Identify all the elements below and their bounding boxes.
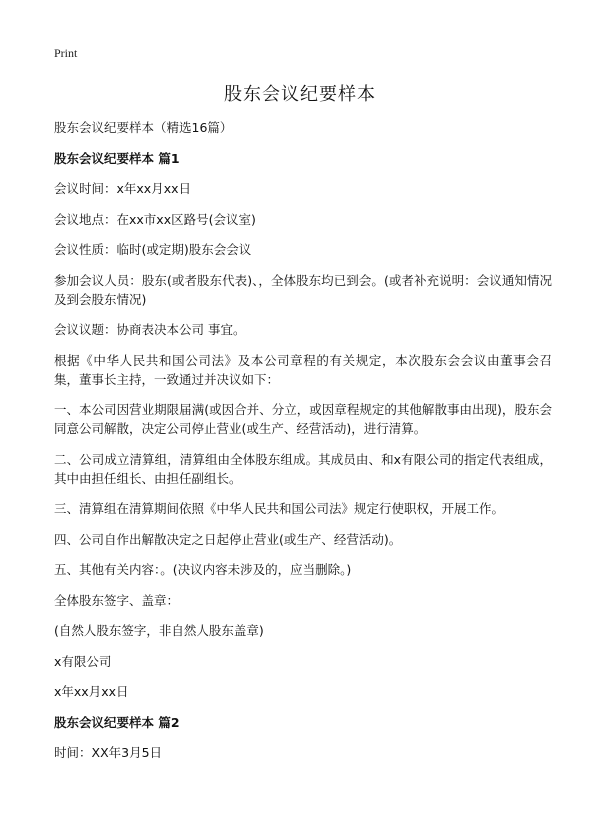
resolution-intro: 根据《中华人民共和国公司法》及本公司章程的有关规定，本次股东会会议由董事会召集，董事长主持，一致通过并决议如下： bbox=[54, 352, 552, 387]
resolution-item-3: 三、清算组在清算期间依照《中华人民共和国公司法》规定行使职权，开展工作。 bbox=[54, 501, 505, 516]
section-heading-2: 股东会议纪要样本 篇2 bbox=[54, 714, 180, 730]
section-2-time: 时间：XX年3月5日 bbox=[54, 745, 163, 760]
company-name: x有限公司 bbox=[54, 653, 112, 669]
document-subtitle: 股东会议纪要样本（精选16篇） bbox=[54, 120, 233, 135]
page-title: 股东会议纪要样本 bbox=[224, 84, 376, 105]
meeting-attendees: 参加会议人员：股东(或者股东代表)、，全体股东均已到会。(或者补充说明：会议通知情况及到会股东情况) bbox=[54, 272, 552, 307]
signature-line: 全体股东签字、盖章： bbox=[54, 592, 180, 608]
document-body bbox=[54, 118, 552, 774]
meeting-topic: 会议议题：协商表决本公司 事宜。 bbox=[54, 322, 246, 337]
resolution-item-2: 二、公司成立清算组，清算组由全体股东组成。其成员由、和x有限公司的指定代表组成，其中由担任组长、由担任副组长。 bbox=[54, 451, 552, 486]
signature-note: (自然人股东签字，非自然人股东盖章) bbox=[54, 623, 264, 638]
meeting-location: 会议地点：在xx市xx区路号(会议室) bbox=[54, 211, 256, 227]
section-heading-1: 股东会议纪要样本 篇1 bbox=[54, 150, 180, 166]
resolution-item-1: 一、本公司因营业期限届满(或因合并、分立，或因章程规定的其他解散事由出现)，股东会同意公司解散，决定公司停止营业(或生产、经营活动)，进行清算。 bbox=[54, 402, 552, 436]
meeting-time: 会议时间：x年xx月xx日 bbox=[54, 181, 191, 196]
resolution-item-5: 五、其他有关内容：。(决议内容未涉及的，应当删除。) bbox=[54, 562, 352, 577]
meeting-nature: 会议性质：临时(或定期)股东会会议 bbox=[54, 242, 252, 257]
print-link[interactable]: Print bbox=[54, 46, 78, 60]
resolution-item-4: 四、公司自作出解散决定之日起停止营业(或生产、经营活动)。 bbox=[54, 531, 402, 547]
document-date: x年xx月xx日 bbox=[54, 684, 129, 699]
